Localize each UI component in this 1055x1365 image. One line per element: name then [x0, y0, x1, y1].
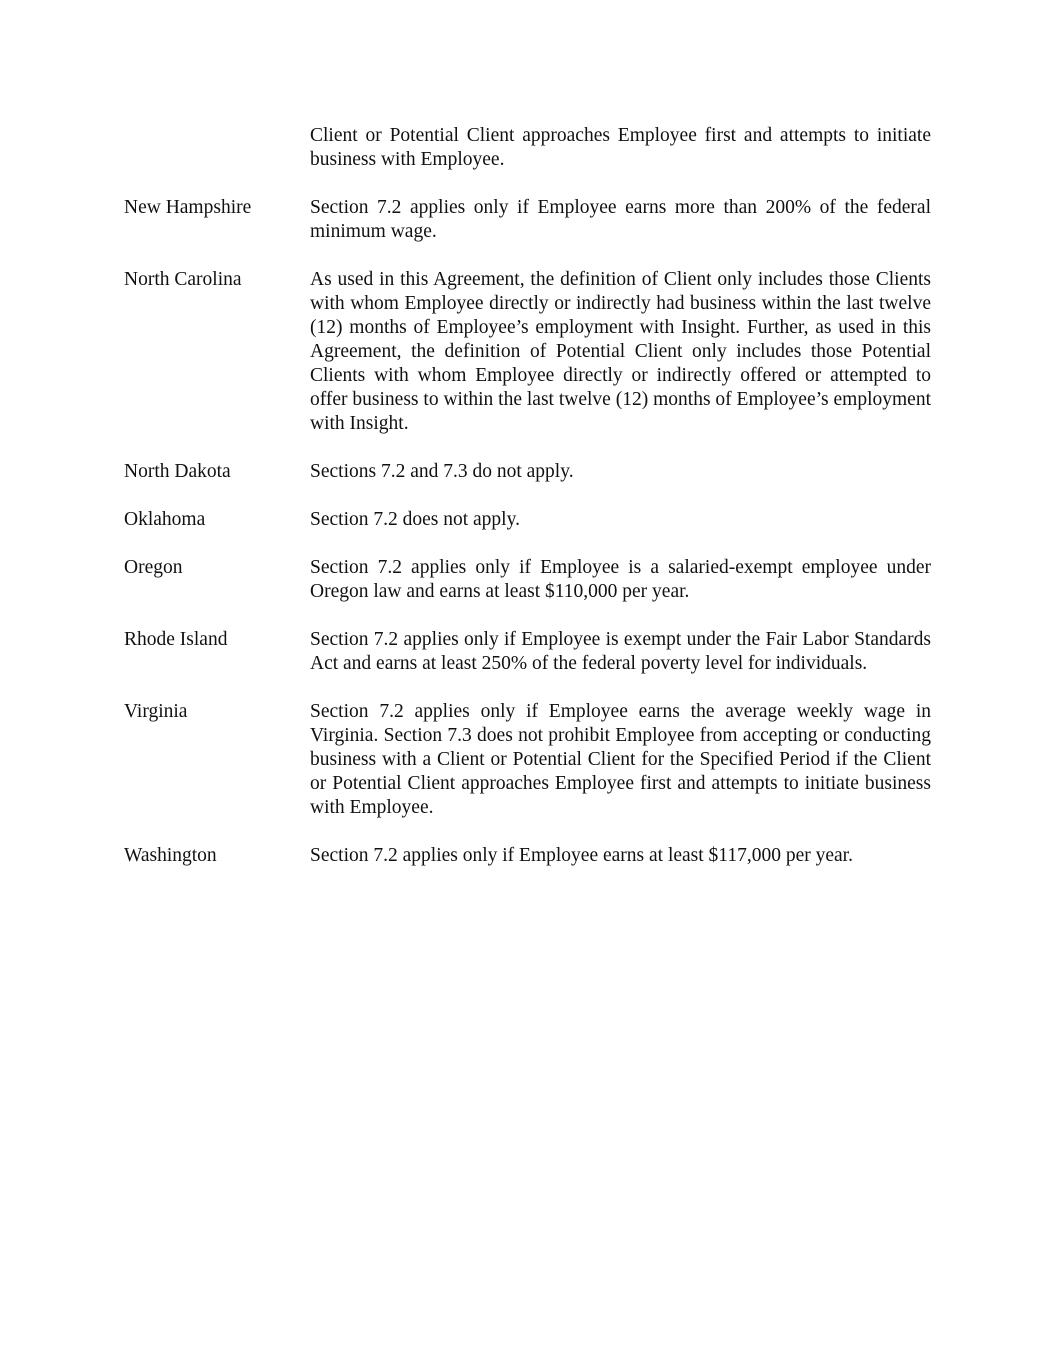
state-label: North Dakota: [124, 461, 231, 482]
state-label: Oregon: [124, 557, 183, 578]
state-provision-text: Section 7.2 applies only if Employee earns at least $117,000 per year.: [310, 845, 853, 866]
entry-rhode-island: [124, 628, 931, 676]
state-label: North Carolina: [124, 269, 242, 290]
state-provision-text: Section 7.2 applies only if Employee earns the average weekly wage in Virginia. Section 7.3 does not prohibit Employee from accepting or conducting business with a Client or Potential Client for the Specified Period if the Client or Potential Client approaches Employee first and attempts to initiate business with Employee.: [310, 701, 931, 818]
state-provision-text: Section 7.2 does not apply.: [310, 509, 520, 530]
entry-north-dakota: [124, 460, 931, 484]
state-provision-text: Section 7.2 applies only if Employee earns more than 200% of the federal minimum wage.: [310, 197, 931, 242]
entry-virginia: [124, 700, 931, 820]
entry-north-carolina: [124, 268, 931, 436]
state-provision-text: Section 7.2 applies only if Employee is exempt under the Fair Labor Standards Act and earns at least 250% of the federal poverty level for individuals.: [310, 629, 931, 674]
state-label: Virginia: [124, 701, 188, 722]
entry-new-hampshire: [124, 196, 931, 244]
entry-oklahoma: [124, 508, 931, 532]
state-label-empty: [124, 124, 310, 172]
state-label: New Hampshire: [124, 197, 252, 218]
entry-washington: [124, 844, 931, 868]
state-provision-text: Sections 7.2 and 7.3 do not apply.: [310, 461, 574, 482]
state-label: Rhode Island: [124, 629, 228, 650]
entry-oregon: [124, 556, 931, 604]
state-provision-text: Section 7.2 applies only if Employee is a salaried-exempt employee under Oregon law and earns at least $110,000 per year.: [310, 557, 931, 602]
state-label: Oklahoma: [124, 509, 206, 530]
state-label: Washington: [124, 845, 217, 866]
state-exceptions-list: [124, 124, 931, 892]
continuation-entry: [124, 124, 931, 172]
continuation-text: Client or Potential Client approaches Employee first and attempts to initiate business with Employee.: [310, 125, 931, 170]
state-provision-text: As used in this Agreement, the definition of Client only includes those Clients with whom Employee directly or indirectly had business within the last twelve (12) months of Employee’s employment with Insight. Further, as used in this Agreement, the definition of Potential Client only includes those Potential Clients with whom Employee directly or indirectly offered or attempted to offer business to within the last twelve (12) months of Employee’s employment with Insight.: [310, 269, 931, 434]
